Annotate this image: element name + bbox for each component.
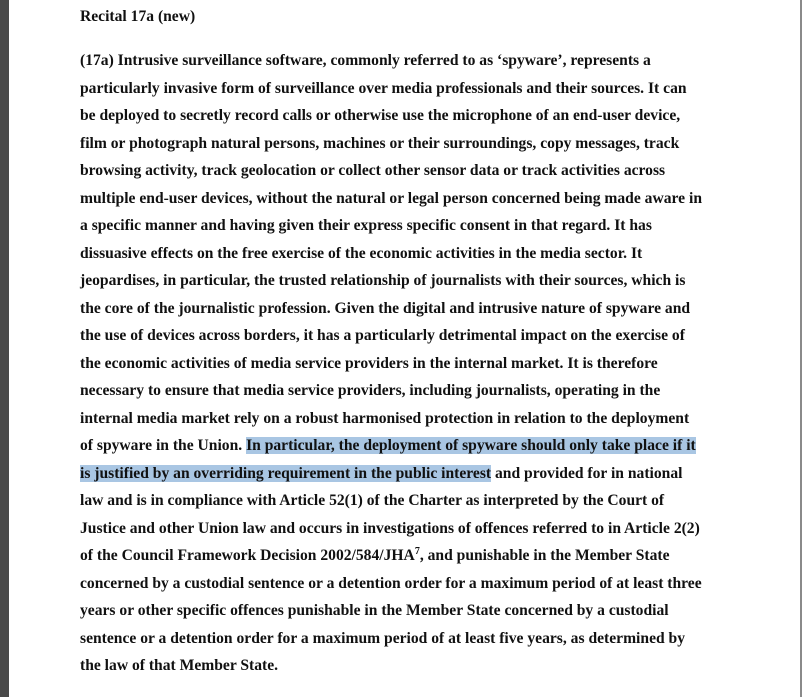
footnote-reference: 7 <box>414 546 420 557</box>
text-run: a specific manner and having given their express specific consent in that regard. It has <box>80 217 652 234</box>
text-line <box>80 653 278 679</box>
text-run: particularly invasive form of surveillance over media professionals and their sources. It can <box>80 79 687 97</box>
text-run: Justice and other Union law and occurs in investigations of offences referred to in Article 2(2) <box>80 519 700 537</box>
text-run: sentence or a detention order for a maximum period of at least five years, as determined by <box>80 629 686 647</box>
text-run: the core of the journalistic profession. Given the digital and intrusive nature of spyware and <box>80 299 691 317</box>
recital-heading: Recital 17a (new) <box>80 8 196 25</box>
text-line <box>80 433 696 459</box>
text-line <box>80 268 685 294</box>
text-line <box>80 626 685 652</box>
text-run: film or photograph natural persons, machines or their surroundings, copy messages, track <box>80 134 680 152</box>
text-run: of spyware in the Union. <box>80 437 247 454</box>
text-line <box>80 323 685 349</box>
text-run: browsing activity, track geolocation or collect other sensor data or track activities across <box>80 162 666 179</box>
text-line <box>80 103 680 129</box>
text-run: multiple end-user devices, without the natural or legal person concerned being made aware in <box>80 189 702 207</box>
text-line <box>80 48 651 74</box>
text-line <box>80 158 665 184</box>
text-line <box>80 598 669 624</box>
text-run: the use of devices across borders, it has a particularly detrimental impact on the exercise of <box>80 327 685 344</box>
text-line <box>80 378 660 404</box>
highlighted-text: In particular, the deployment of spyware should only take place if it <box>246 437 696 454</box>
text-line <box>80 351 658 377</box>
text-run: dissuasive effects on the free exercise of the economic activities in the media sector. It <box>80 244 643 262</box>
text-run: concerned by a custodial sentence or a detention order for a maximum period of at least three <box>80 574 702 592</box>
text-line <box>80 488 664 514</box>
text-run: be deployed to secretly record calls or otherwise use the microphone of an end-user device, <box>80 107 681 124</box>
text-line <box>80 516 700 542</box>
text-run: , and punishable in the Member State <box>419 547 670 564</box>
text-run: of the Council Framework Decision 2002/584/JHA <box>80 547 415 564</box>
text-line <box>80 543 670 569</box>
text-run: the economic activities of media service providers in the internal market. It is therefore <box>80 354 658 372</box>
text-line <box>80 131 679 157</box>
text-run: the law of that Member State. <box>80 657 279 674</box>
text-run: jeopardises, in particular, the trusted relationship of journalists with their sources, which is <box>80 272 686 289</box>
text-line <box>80 76 687 102</box>
text-run: necessary to ensure that media service providers, including journalists, operating in the <box>80 382 661 399</box>
text-line <box>80 213 652 239</box>
text-run: law and is in compliance with Article 52(1) of the Charter as interpreted by the Court of <box>80 492 665 509</box>
text-line <box>80 571 702 597</box>
text-line <box>80 296 690 322</box>
highlighted-text: is justified by an overriding requirement in the public interest <box>80 464 492 482</box>
left-page-border <box>0 0 9 697</box>
text-run: internal media market rely on a robust harmonised protection in relation to the deployment <box>80 409 690 427</box>
text-run: (17a) Intrusive surveillance software, commonly referred to as ‘spyware’, represents a <box>80 52 651 69</box>
text-run: and provided for in national <box>491 464 683 482</box>
text-line <box>80 241 642 267</box>
text-line <box>80 461 682 487</box>
text-line <box>80 186 702 212</box>
text-line <box>80 406 689 432</box>
text-run: years or other specific offences punishable in the Member State concerned by a custodial <box>80 602 669 619</box>
